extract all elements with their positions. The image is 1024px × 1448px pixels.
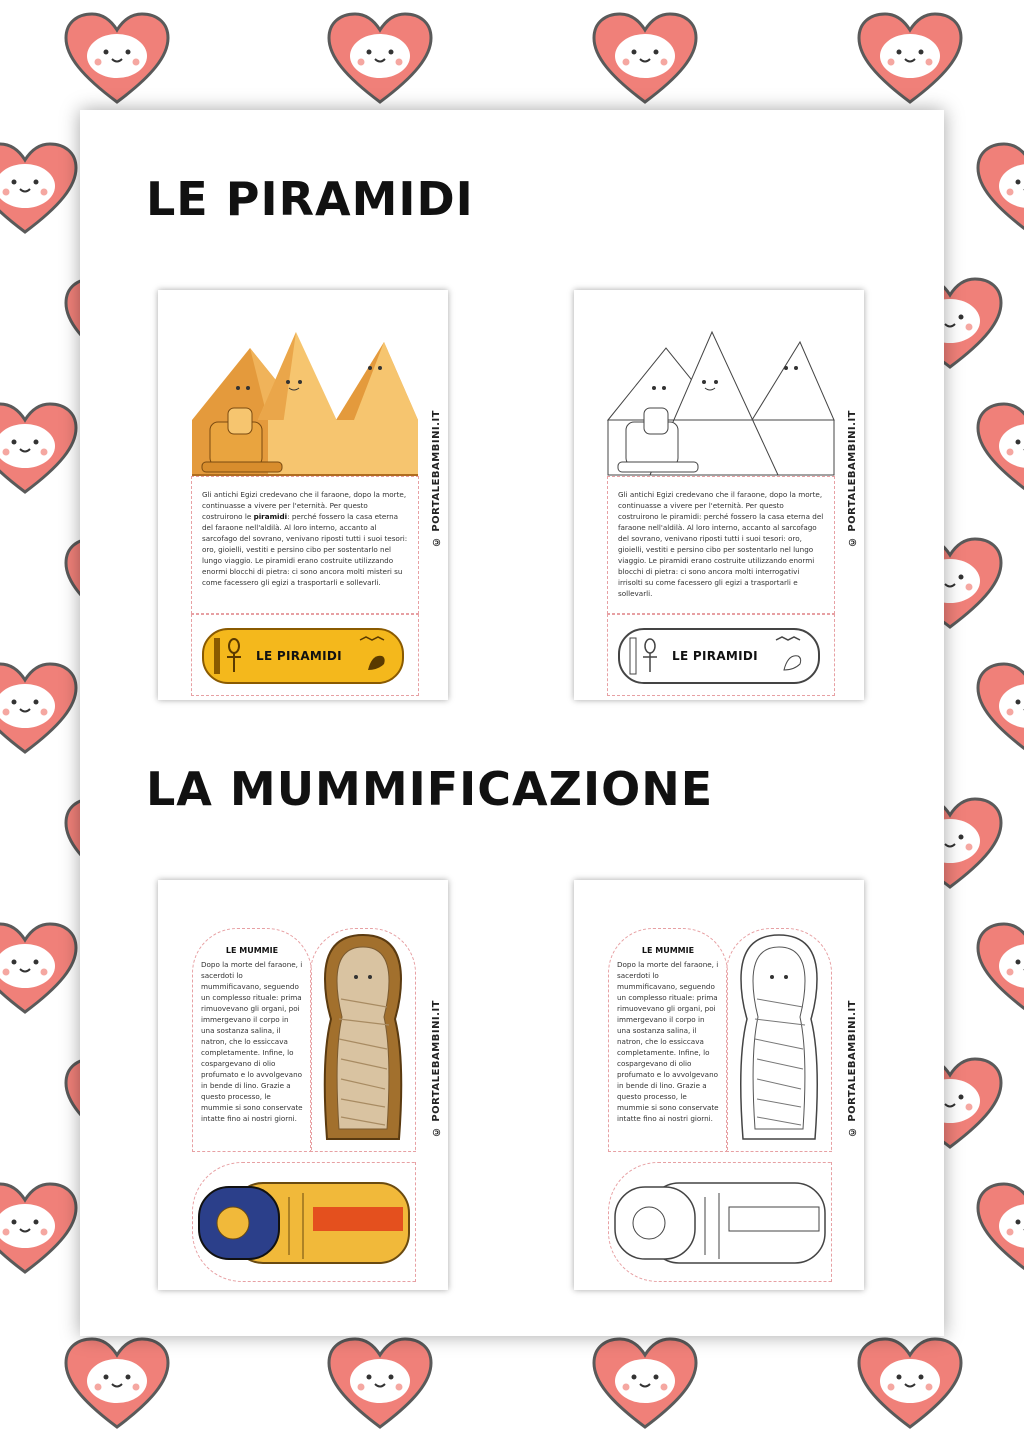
heart-face-icon — [62, 10, 172, 110]
heart-face-icon — [0, 660, 80, 760]
heart-face-icon — [974, 920, 1024, 1020]
text-panel — [607, 476, 835, 614]
mummy-figure-panel — [310, 928, 416, 1152]
mummy-text-panel — [192, 928, 312, 1152]
ankh-icon — [628, 632, 668, 680]
mummy-text: Dopo la morte del faraone, i sacerdoti lo mummificavano, seguendo un complesso rituale: prima rimuovevano gli organi, poi immergevano il corpo in una sostanza salina, il natron, che lo essiccava completamente. Infine, lo cospargevano di olio profumato e lo avvolgevano in bende di lino. Grazie a questo processo, le mummie si sono conservate intatte fino ai nostri giorni. — [617, 960, 719, 1123]
heart-face-icon — [0, 1180, 80, 1280]
ankh-icon — [212, 632, 252, 680]
heart-face-icon — [855, 1335, 965, 1435]
section-title-mummificazione: LA MUMMIFICAZIONE — [146, 762, 714, 816]
heart-face-icon — [974, 1180, 1024, 1280]
card-text: Gli antichi Egizi credevano che il faraone, dopo la morte, continuasse a vivere per l'eternità. Per questo costruirono le — [618, 490, 823, 521]
heart-face-icon — [0, 920, 80, 1020]
mummy-text: Dopo la morte del faraone, i sacerdoti lo mummificavano, seguendo un complesso rituale: prima rimuovevano gli organi, poi immergevano il corpo in una sostanza salina, il natron, che lo essiccava completamente. Infine, lo cospargevano di olio profumato e lo avvolgevano in bende di lino. Grazie a questo processo, le mummie si sono conservate intatte fino ai nostri giorni. — [201, 960, 303, 1123]
watermark: © PORTALEBAMBINI.IT — [431, 410, 442, 548]
watermark: © PORTALEBAMBINI.IT — [847, 410, 858, 548]
heart-face-icon — [0, 400, 80, 500]
cartouche-label: LE PIRAMIDI — [256, 649, 342, 663]
bird-hieroglyph-icon — [772, 634, 812, 678]
mummy-heading: LE MUMMIE — [225, 946, 279, 955]
mummy-heading: LE MUMMIE — [641, 946, 695, 955]
watermark: © PORTALEBAMBINI.IT — [431, 1000, 442, 1138]
card-piramidi-outline — [574, 290, 864, 700]
bird-hieroglyph-icon — [356, 634, 396, 678]
worksheet-page — [80, 110, 944, 1336]
cartouche-color — [202, 628, 404, 684]
heart-face-icon — [62, 1335, 172, 1435]
section-title-piramidi: LE PIRAMIDI — [146, 172, 474, 226]
sarcophagus-panel — [608, 1162, 832, 1282]
mummy-illustration-outline — [727, 929, 831, 1151]
heart-face-icon — [325, 1335, 435, 1435]
heart-face-icon — [855, 10, 965, 110]
heart-face-icon — [0, 140, 80, 240]
mummy-figure-panel — [726, 928, 832, 1152]
watermark: © PORTALEBAMBINI.IT — [847, 1000, 858, 1138]
card-mummificazione-outline — [574, 880, 864, 1290]
card-text-highlight: piramidi — [669, 512, 700, 521]
card-mummificazione-color — [158, 880, 448, 1290]
card-text: : perché fossero la casa eterna del faraone nell'aldilà. Al loro interno, accanto al sarcofago del sovrano, venivano riposti tutti i suoi tesori: oro, gioielli, vestiti e persino cibo per sostentarlo nel lungo viaggio. Le piramidi erano costruite utilizzando enormi blocchi di pietra: ci sono ancora molti misteri su come facessero gli egizi a trasportarli e sollevarli. — [202, 512, 408, 587]
card-text-highlight: piramidi — [253, 512, 288, 521]
heart-face-icon — [974, 660, 1024, 760]
heart-face-icon — [590, 10, 700, 110]
card-piramidi-color — [158, 290, 448, 700]
sarcophagus-illustration-outline — [609, 1163, 831, 1281]
text-panel — [191, 476, 419, 614]
heart-face-icon — [974, 400, 1024, 500]
heart-face-icon — [590, 1335, 700, 1435]
mummy-illustration-color — [311, 929, 415, 1151]
sarcophagus-illustration-color — [193, 1163, 415, 1281]
card-text: : perché fossero la casa eterna del faraone nell'aldilà. Al loro interno, accanto al sarcofago del sovrano, venivano riposti tutti i suoi tesori: oro, gioielli, vestiti e persino cibo per sostentarlo nel lungo viaggio. Le piramidi erano costruite utilizzando enormi blocchi di pietra: ci sono ancora molti interrogativi irrisolti su come facessero gli egizi a trasportarli e sollevarli. — [618, 512, 824, 598]
mummy-text-panel — [608, 928, 728, 1152]
heart-face-icon — [325, 10, 435, 110]
cartouche-label: LE PIRAMIDI — [672, 649, 758, 663]
card-text: Gli antichi Egizi credevano che il faraone, dopo la morte, continuasse a vivere per l'eternità. Per questo costruirono le — [202, 490, 407, 521]
heart-face-icon — [974, 140, 1024, 240]
cartouche-outline — [618, 628, 820, 684]
sarcophagus-panel — [192, 1162, 416, 1282]
